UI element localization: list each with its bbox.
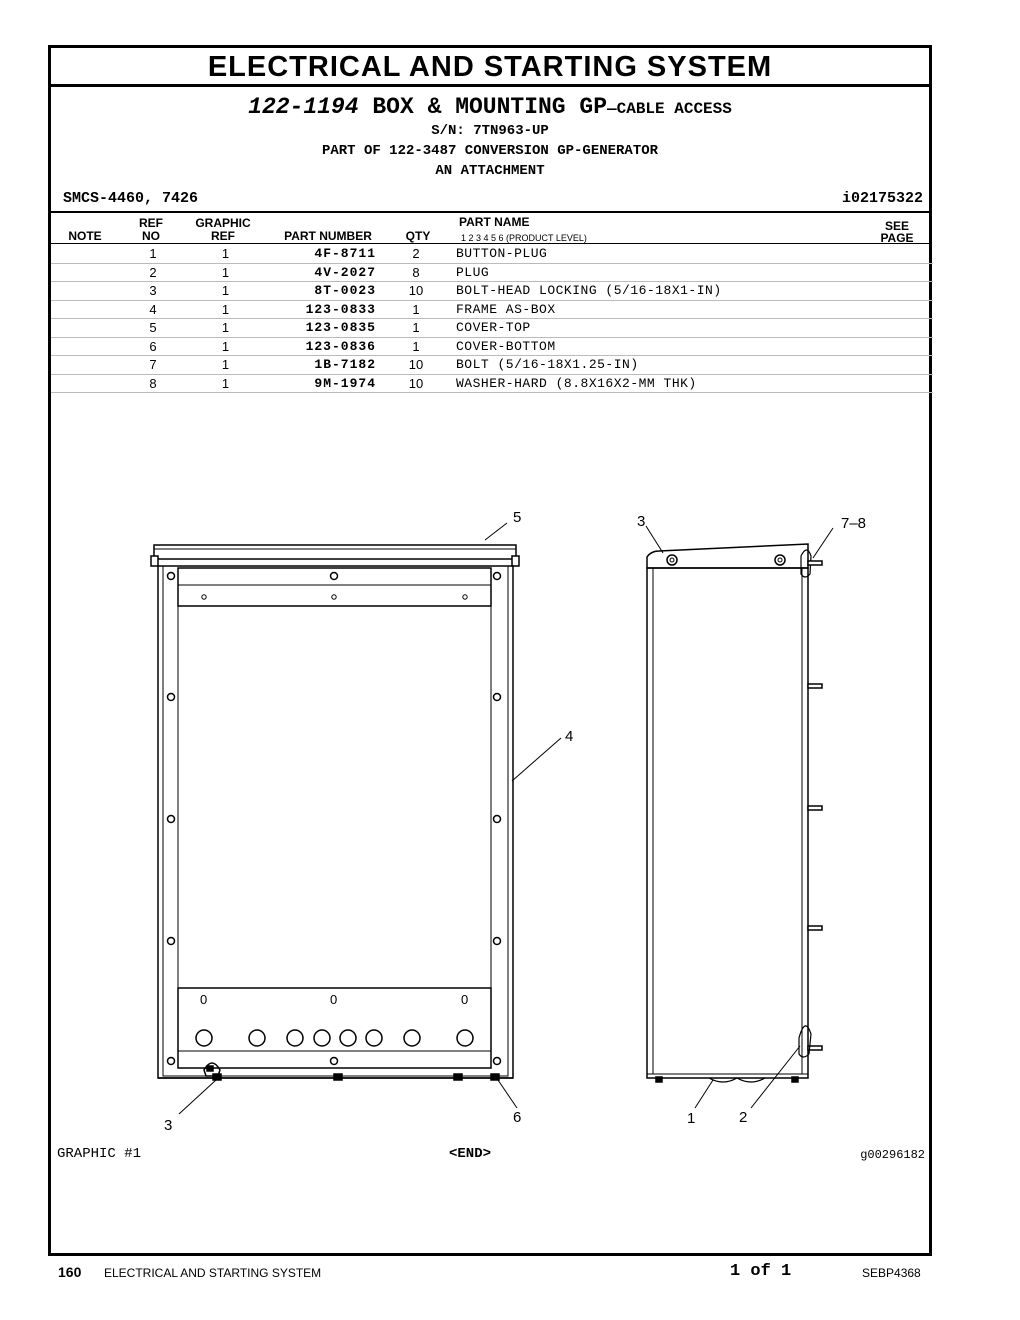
end-marker: <END> (449, 1146, 492, 1162)
part-number-cell: 123-0835 (258, 319, 376, 338)
footer-section: ELECTRICAL AND STARTING SYSTEM (104, 1266, 322, 1280)
graphic-ref-cell: 1 (193, 374, 258, 393)
col-see-top: SEE (884, 219, 909, 233)
part-number-cell: 8T-0023 (258, 282, 376, 301)
qty-cell: 1 (376, 300, 456, 319)
col-graphic-top: GRAPHIC (195, 216, 251, 230)
graphic-ref-cell: 1 (193, 337, 258, 356)
callout-2: 2 (739, 1109, 748, 1126)
part-name-cell: COVER-BOTTOM (456, 337, 933, 356)
ref-cell: 4 (113, 300, 193, 319)
col-see-bottom: PAGE (880, 231, 914, 245)
footer-page-number: 160 (58, 1264, 82, 1280)
part-number-cell: 4F-8711 (258, 245, 376, 263)
group-number: 122-1194 (248, 94, 359, 120)
qty-cell: 10 (376, 374, 456, 393)
col-note: NOTE (68, 229, 102, 243)
illustration-id: i02175322 (841, 190, 923, 207)
ref-cell: 6 (113, 337, 193, 356)
callout-5: 5 (513, 509, 522, 526)
callout-3-side: 3 (637, 513, 646, 530)
col-ref-bottom: NO (142, 229, 160, 243)
ref-cell: 1 (113, 245, 193, 263)
bottom-marking-center: 0 (330, 992, 338, 1007)
attachment-line: AN ATTACHMENT (435, 163, 545, 179)
graphic-label: GRAPHIC #1 (57, 1146, 142, 1162)
part-name-cell: BOLT-HEAD LOCKING (5/16-18X1-IN) (456, 282, 933, 301)
part-number-cell: 9M-1974 (258, 374, 376, 393)
exploded-view-drawing (51, 48, 929, 1138)
col-part-number: PART NUMBER (284, 229, 372, 243)
ref-cell: 5 (113, 319, 193, 338)
qty-cell: 10 (376, 356, 456, 375)
col-ref-top: REF (139, 216, 163, 230)
part-name-cell: WASHER-HARD (8.8X16X2-MM THK) (456, 374, 933, 393)
side-frame (647, 568, 808, 1078)
cable-access-holes (196, 1030, 473, 1046)
ref-cell: 2 (113, 263, 193, 282)
qty-cell: 10 (376, 282, 456, 301)
graphic-ref-cell: 1 (193, 300, 258, 319)
qty-cell: 1 (376, 337, 456, 356)
ref-cell: 3 (113, 282, 193, 301)
top-panel (178, 568, 491, 606)
bottom-marking-left: 0 (200, 992, 208, 1007)
footer-page-of: 1 of 1 (730, 1262, 792, 1281)
qty-cell: 2 (376, 245, 456, 263)
part-name-cell: FRAME AS-BOX (456, 300, 933, 319)
callout-4: 4 (565, 728, 574, 745)
part-number-cell: 123-0833 (258, 300, 376, 319)
qty-cell: 1 (376, 319, 456, 338)
group-subname: CABLE ACCESS (616, 100, 732, 118)
graphic-ref-cell: 1 (193, 282, 258, 301)
col-part-name: PART NAME (459, 215, 530, 229)
section-title: ELECTRICAL AND STARTING SYSTEM (51, 50, 929, 87)
side-view (646, 526, 833, 1108)
ref-cell: 8 (113, 374, 193, 393)
part-name-cell: PLUG (456, 263, 933, 282)
graphic-id: g00296182 (860, 1148, 925, 1162)
graphic-ref-cell: 1 (193, 245, 258, 263)
callout-6: 6 (513, 1109, 522, 1126)
col-graphic-bottom: REF (211, 229, 235, 243)
front-bolts (168, 573, 501, 1065)
callout-7-8: 7–8 (841, 515, 867, 532)
cover-top (154, 545, 516, 559)
part-name-cell: BOLT (5/16-18X1.25-IN) (456, 356, 933, 375)
graphic-ref-cell: 1 (193, 356, 258, 375)
part-number-cell: 123-0836 (258, 337, 376, 356)
part-number-cell: 4V-2027 (258, 263, 376, 282)
part-of-line: PART OF 122-3487 CONVERSION GP-GENERATOR (321, 143, 659, 159)
footer-doc-id: SEBP4368 (862, 1266, 921, 1280)
front-view (151, 523, 561, 1114)
part-name-cell: COVER-TOP (456, 319, 933, 338)
ref-cell: 7 (113, 356, 193, 375)
callout-3-front: 3 (164, 1117, 173, 1134)
part-name-cell: BUTTON-PLUG (456, 245, 933, 263)
group-name: BOX & MOUNTING GP (372, 94, 608, 120)
page-frame (48, 45, 932, 1256)
part-number-cell: 1B-7182 (258, 356, 376, 375)
callout-1: 1 (687, 1110, 696, 1127)
qty-cell: 8 (376, 263, 456, 282)
graphic-ref-cell: 1 (193, 319, 258, 338)
col-qty: QTY (405, 229, 431, 243)
col-product-level: 1 2 3 4 5 6 (PRODUCT LEVEL) (461, 233, 587, 243)
side-plug (799, 1026, 811, 1057)
serial-number: S/N: 7TN963-UP (431, 123, 549, 139)
group-title: 122-1194 BOX & MOUNTING GP—CABLE ACCESS (248, 94, 732, 120)
bottom-marking-right: 0 (461, 992, 469, 1007)
graphic-ref-cell: 1 (193, 263, 258, 282)
smcs-code: SMCS-4460, 7426 (63, 190, 199, 207)
